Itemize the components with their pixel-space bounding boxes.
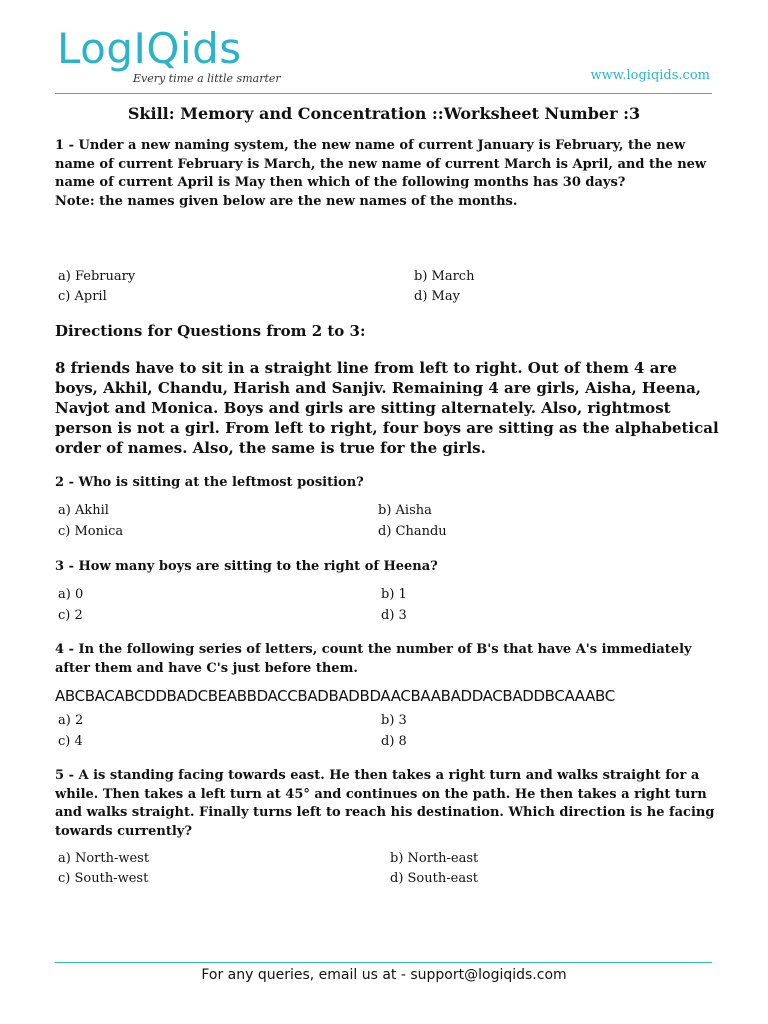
q1-option-a[interactable]: a) February	[58, 269, 136, 284]
q5-option-d[interactable]: d) South-east	[390, 871, 478, 886]
question-3-text: 3 - How many boys are sitting to the right of Heena?	[55, 559, 438, 574]
worksheet-title: Skill: Memory and Concentration ::Worksheet Number :3	[127, 104, 641, 123]
q4-option-b[interactable]: b) 3	[381, 713, 407, 728]
question-4-text: 4 - In the following series of letters, count the number of B's that have A's immediately after them and have C's just before them.	[55, 642, 692, 676]
q2-option-b[interactable]: b) Aisha	[378, 503, 432, 518]
q2-option-c[interactable]: c) Monica	[58, 524, 124, 539]
question-1	[55, 137, 720, 211]
q1-option-b[interactable]: b) March	[414, 269, 475, 284]
logo-tagline: Every time a little smarter	[133, 72, 281, 85]
q1-option-d[interactable]: d) May	[414, 289, 460, 304]
directions-text: 8 friends have to sit in a straight line from left to right. Out of them 4 are boys, Akhil, Chandu, Harish and Sanjiv. Remaining 4 are girls, Aisha, Heena, Navjot and Monica. Boys and girls are sitting alternately. Also, rightmost person is not a girl. From left to right, four boys are sitting as the alphabetical order of names. Also, the same is true for the girls.	[55, 359, 719, 457]
q1-option-c[interactable]: c) April	[58, 289, 107, 304]
logiqids-logo: LogIQids	[57, 24, 242, 73]
q2-option-a[interactable]: a) Akhil	[58, 503, 109, 518]
letter-sequence: ABCBACABCDDBADCBEABBDACCBADBADBDAACBAABADDACBADDBCAAABC	[55, 687, 615, 705]
q5-option-c[interactable]: c) South-west	[58, 871, 149, 886]
q3-option-d[interactable]: d) 3	[381, 608, 407, 623]
question-1-note: Note: the names given below are the new names of the months.	[55, 193, 518, 209]
q4-option-c[interactable]: c) 4	[58, 734, 83, 749]
q3-option-c[interactable]: c) 2	[58, 608, 83, 623]
q2-option-d[interactable]: d) Chandu	[378, 524, 447, 539]
q5-option-a[interactable]: a) North-west	[58, 851, 150, 866]
question-2-text: 2 - Who is sitting at the leftmost position?	[55, 475, 364, 490]
q4-option-d[interactable]: d) 8	[381, 734, 407, 749]
footer-divider	[55, 962, 712, 963]
q3-option-a[interactable]: a) 0	[58, 587, 84, 602]
question-5-text: 5 - A is standing facing towards east. He then takes a right turn and walks straight for a while. Then takes a left turn at 45° and continues on the path. He then takes a right turn and walks straight. Finally turns left to reach his destination. Which direction is he facing towards currently?	[55, 768, 715, 839]
q4-option-a[interactable]: a) 2	[58, 713, 84, 728]
q3-option-b[interactable]: b) 1	[381, 587, 407, 602]
header-divider	[55, 93, 712, 94]
question-1-text: 1 - Under a new naming system, the new name of current January is February, the new name of current February is March, the new name of current March is April, and the new name of current April is May then which of the following months has 30 days?	[55, 138, 707, 190]
site-url-link[interactable]: www.logiqids.com	[590, 68, 710, 83]
footer-contact: For any queries, email us at - support@logiqids.com	[201, 967, 567, 983]
q5-option-b[interactable]: b) North-east	[390, 851, 479, 866]
directions-heading: Directions for Questions from 2 to 3:	[55, 322, 366, 340]
